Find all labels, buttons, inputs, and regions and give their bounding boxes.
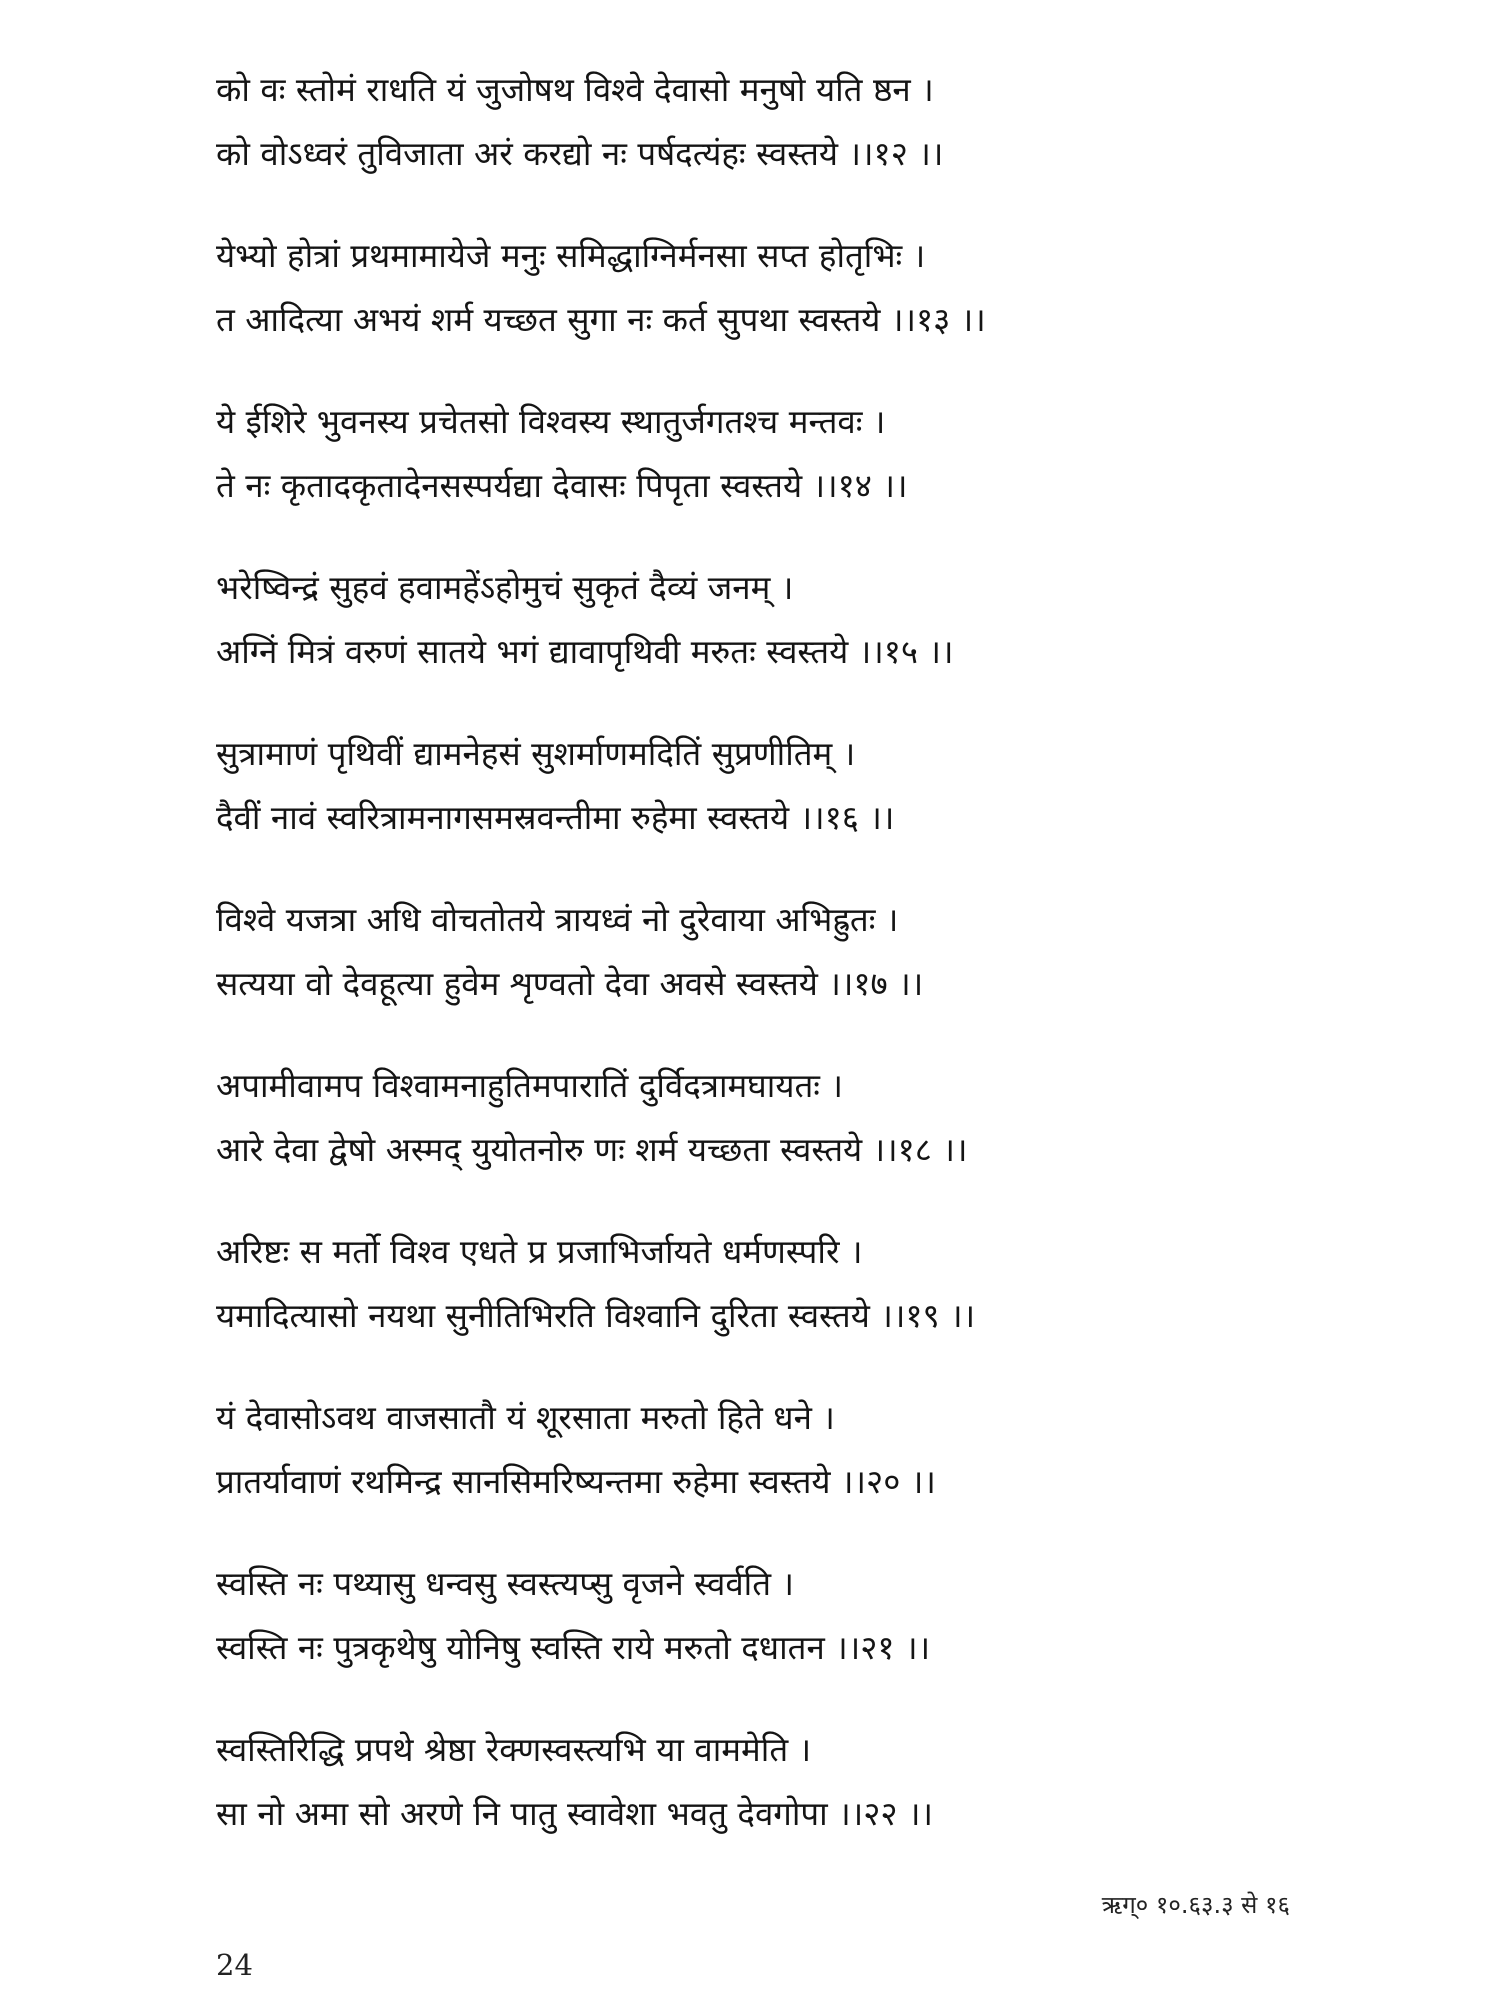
verse-21 [216, 1552, 1376, 1680]
verse-12 [216, 58, 1376, 186]
verse-line: ये ईशिरे भुवनस्य प्रचेतसो विश्वस्य स्थातुर्जगतश्च मन्तवः । [216, 402, 886, 441]
verse-line: विश्वे यजत्रा अधि वोचतोतये त्रायध्वं नो दुरेवाया अभिह्रुतः । [216, 900, 899, 939]
verse-13 [216, 224, 1376, 352]
citation: ऋग्० १०.६३.३ से १६ [1101, 1891, 1290, 1919]
verse-line: को वः स्तोमं राधति यं जुजोषथ विश्वे देवासो मनुषो यति ष्ठन । [216, 70, 934, 109]
verse-line: येभ्यो होत्रां प्रथमामायेजे मनुः समिद्धाग्निर्मनसा सप्त होतृभिः । [216, 236, 926, 275]
verse-line: सा नो अमा सो अरणे नि पातु स्वावेशा भवतु देवगोपा ।।२२ ।। [216, 1794, 934, 1833]
verse-line: यमादित्यासो नयथा सुनीतिभिरति विश्वानि दुरिता स्वस्तये ।।१९ ।। [216, 1296, 976, 1335]
verse-line: अग्निं मित्रं वरुणं सातये भगं द्यावापृथिवी मरुतः स्वस्तये ।।१५ ।। [216, 632, 954, 671]
verse-line: अपामीवामप विश्वामनाहुतिमपारातिं दुर्विदत्रामघायतः । [216, 1066, 843, 1105]
verse-line: स्वस्तिरिद्धि प्रपथे श्रेष्ठा रेक्णस्वस्त्यभि या वाममेति । [216, 1730, 812, 1769]
verse-line: स्वस्ति नः पुत्रकृथेषु योनिषु स्वस्ति राये मरुतो दधातन ।।२१ ।। [216, 1628, 931, 1667]
verse-line: आरे देवा द्वेषो अस्मद् युयोतनोरु णः शर्म यच्छता स्वस्तये ।।१८ ।। [216, 1130, 968, 1169]
verse-line: भरेष्विन्द्रं सुहवं हवामहेंऽहोमुचं सुकृतं दैव्यं जनम् । [216, 568, 794, 607]
verse-line: यं देवासोऽवथ वाजसातौ यं शूरसाता मरुतो हिते धने । [216, 1398, 835, 1437]
verse-18 [216, 1054, 1376, 1182]
verse-line: अरिष्टः स मर्तो विश्व एधते प्र प्रजाभिर्जायते धर्मणस्परि । [216, 1232, 863, 1271]
verse-line: प्रातर्यावाणं रथमिन्द्र सानसिमरिष्यन्तमा रुहेमा स्वस्तये ।।२० ।। [216, 1462, 936, 1501]
verse-22 [216, 1718, 1376, 1846]
verse-line: त आदित्या अभयं शर्म यच्छत सुगा नः कर्त सुपथा स्वस्तये ।।१३ ।। [216, 300, 986, 339]
verse-line: सुत्रामाणं पृथिवीं द्यामनेहसं सुशर्माणमदितिं सुप्रणीतिम् । [216, 734, 856, 773]
verse-list [216, 58, 1376, 1884]
verse-line: को वोऽध्वरं तुविजाता अरं करद्यो नः पर्षदत्यंहः स्वस्तये ।।१२ ।। [216, 134, 944, 173]
verse-line: स्वस्ति नः पथ्यासु धन्वसु स्वस्त्यप्सु वृजने स्वर्वति । [216, 1564, 795, 1603]
verse-line: सत्यया वो देवहूत्या हुवेम शृण्वतो देवा अवसे स्वस्तये ।।१७ ।। [216, 964, 924, 1003]
verse-14 [216, 390, 1376, 518]
verse-15 [216, 556, 1376, 684]
verse-17 [216, 888, 1376, 1016]
verse-20 [216, 1386, 1376, 1514]
page-number: 24 [216, 1948, 253, 1982]
verse-line: दैवीं नावं स्वरित्रामनागसमस्रवन्तीमा रुहेमा स्वस्तये ।।१६ ।। [216, 798, 895, 837]
verse-16 [216, 722, 1376, 850]
verse-19 [216, 1220, 1376, 1348]
verse-line: ते नः कृतादकृतादेनसस्पर्यद्या देवासः पिपृता स्वस्तये ।।१४ ।। [216, 466, 908, 505]
